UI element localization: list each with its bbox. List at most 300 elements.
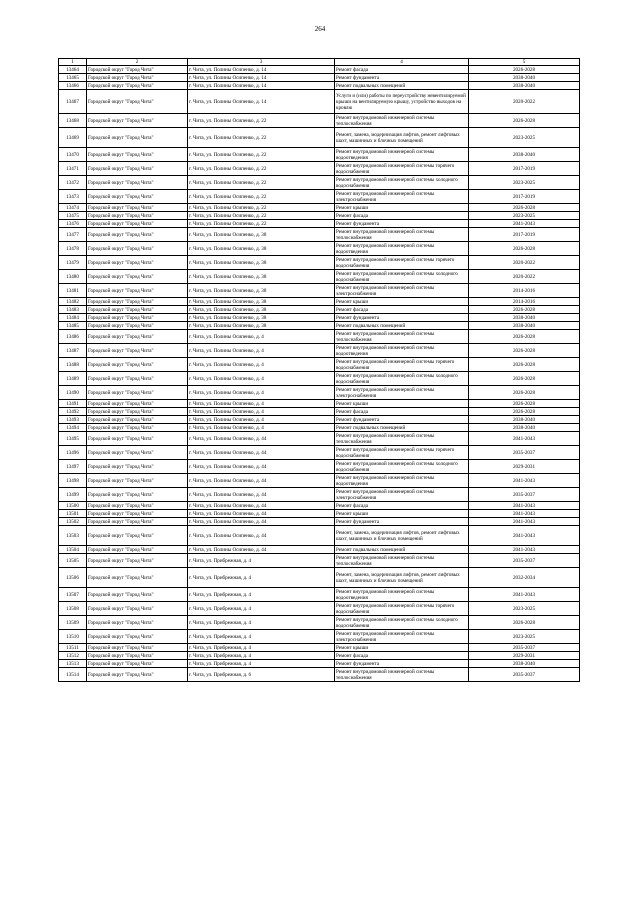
table-row	[59, 424, 580, 432]
period-cell: 2026-2028	[469, 616, 580, 630]
municipality-cell: Городской округ "Город Чита"	[87, 220, 188, 228]
table-row	[59, 114, 580, 128]
table-row	[59, 432, 580, 446]
work-type-cell: Ремонт внутридомовой инженерной системы теплоснабжения	[335, 554, 469, 568]
period-cell: 2017-2019	[469, 162, 580, 176]
municipality-cell: Городской округ "Город Чита"	[87, 460, 188, 474]
work-type-cell: Услуги и (или) работы по переустройству невентилируемой крыши на вентилируемую крышу, устройство выходов на кровлю	[335, 90, 469, 114]
table-row	[59, 256, 580, 270]
address-cell: г. Чита, ул. Полины Осипенко, д. 4	[188, 344, 335, 358]
period-cell: 2026-2028	[469, 306, 580, 314]
municipality-cell: Городской округ "Город Чита"	[87, 554, 188, 568]
row-number-cell: 13482	[59, 298, 87, 306]
period-cell: 2026-2028	[469, 242, 580, 256]
table-row	[59, 526, 580, 546]
period-cell: 2026-2028	[469, 66, 580, 74]
period-cell: 2026-2028	[469, 372, 580, 386]
address-cell: г. Чита, ул. Полины Осипенко, д. 22	[188, 212, 335, 220]
municipality-cell: Городской округ "Город Чита"	[87, 128, 188, 148]
column-header: 3	[188, 59, 335, 66]
period-cell: 2032-2034	[469, 568, 580, 588]
table-row	[59, 220, 580, 228]
table-row	[59, 82, 580, 90]
municipality-cell: Городской округ "Город Чита"	[87, 400, 188, 408]
address-cell: г. Чита, ул. Прибрежная, д. 4	[188, 644, 335, 652]
municipality-cell: Городской округ "Город Чита"	[87, 344, 188, 358]
table-row	[59, 568, 580, 588]
column-header: 4	[335, 59, 469, 66]
period-cell: 2029-2031	[469, 460, 580, 474]
period-cell: 2041-2043	[469, 588, 580, 602]
table-row	[59, 630, 580, 644]
row-number-cell: 13497	[59, 460, 87, 474]
period-cell: 2038-2040	[469, 74, 580, 82]
municipality-cell: Городской округ "Город Чита"	[87, 228, 188, 242]
municipality-cell: Городской округ "Город Чита"	[87, 322, 188, 330]
municipality-cell: Городской округ "Город Чита"	[87, 358, 188, 372]
row-number-cell: 13513	[59, 660, 87, 668]
municipality-cell: Городской округ "Город Чита"	[87, 432, 188, 446]
period-cell: 2026-2028	[469, 386, 580, 400]
period-cell: 2038-2040	[469, 660, 580, 668]
row-number-cell: 13473	[59, 190, 87, 204]
column-header: 5	[469, 59, 580, 66]
municipality-cell: Городской округ "Город Чита"	[87, 644, 188, 652]
table-row	[59, 74, 580, 82]
work-type-cell: Ремонт фундамента	[335, 74, 469, 82]
municipality-cell: Городской округ "Город Чита"	[87, 526, 188, 546]
work-type-cell: Ремонт фасада	[335, 502, 469, 510]
row-number-cell: 13476	[59, 220, 87, 228]
work-type-cell: Ремонт внутридомовой инженерной системы холодного водоснабжения	[335, 176, 469, 190]
period-cell: 2038-2040	[469, 416, 580, 424]
address-cell: г. Чита, ул. Полины Осипенко, д. 38	[188, 228, 335, 242]
row-number-cell: 13493	[59, 416, 87, 424]
municipality-cell: Городской округ "Город Чита"	[87, 386, 188, 400]
address-cell: г. Чита, ул. Полины Осипенко, д. 22	[188, 148, 335, 162]
municipality-cell: Городской округ "Город Чита"	[87, 190, 188, 204]
address-cell: г. Чита, ул. Полины Осипенко, д. 38	[188, 298, 335, 306]
row-number-cell: 13511	[59, 644, 87, 652]
address-cell: г. Чита, ул. Полины Осипенко, д. 44	[188, 502, 335, 510]
period-cell: 2035-2037	[469, 668, 580, 682]
work-type-cell: Ремонт внутридомовой инженерной системы электроснабжения	[335, 488, 469, 502]
row-number-cell: 13468	[59, 114, 87, 128]
address-cell: г. Чита, ул. Полины Осипенко, д. 38	[188, 322, 335, 330]
table-row	[59, 416, 580, 424]
period-cell: 2026-2028	[469, 344, 580, 358]
period-cell: 2038-2040	[469, 82, 580, 90]
row-number-cell: 13505	[59, 554, 87, 568]
address-cell: г. Чита, ул. Полины Осипенко, д. 44	[188, 518, 335, 526]
work-type-cell: Ремонт внутридомовой инженерной системы теплоснабжения	[335, 330, 469, 344]
row-number-cell: 13474	[59, 204, 87, 212]
period-cell: 2023-2025	[469, 602, 580, 616]
work-type-cell: Ремонт внутридомовой инженерной системы горячего водоснабжения	[335, 162, 469, 176]
municipality-cell: Городской округ "Город Чита"	[87, 546, 188, 554]
municipality-cell: Городской округ "Город Чита"	[87, 176, 188, 190]
period-cell: 2026-2028	[469, 408, 580, 416]
address-cell: г. Чита, ул. Полины Осипенко, д. 14	[188, 66, 335, 74]
row-number-cell: 13486	[59, 330, 87, 344]
period-cell: 2017-2019	[469, 228, 580, 242]
address-cell: г. Чита, ул. Полины Осипенко, д. 44	[188, 432, 335, 446]
table-row	[59, 518, 580, 526]
municipality-cell: Городской округ "Город Чита"	[87, 502, 188, 510]
column-header: 2	[87, 59, 188, 66]
address-cell: г. Чита, ул. Полины Осипенко, д. 44	[188, 546, 335, 554]
table-row	[59, 90, 580, 114]
municipality-cell: Городской округ "Город Чита"	[87, 212, 188, 220]
municipality-cell: Городской округ "Город Чита"	[87, 372, 188, 386]
work-type-cell: Ремонт подвальных помещений	[335, 82, 469, 90]
table-row	[59, 344, 580, 358]
table-row	[59, 128, 580, 148]
table-row	[59, 408, 580, 416]
work-type-cell: Ремонт внутридомовой инженерной системы водоотведения	[335, 344, 469, 358]
table-row	[59, 460, 580, 474]
municipality-cell: Городской округ "Город Чита"	[87, 408, 188, 416]
table-row	[59, 66, 580, 74]
address-cell: г. Чита, ул. Полины Осипенко, д. 44	[188, 446, 335, 460]
table-row	[59, 284, 580, 298]
work-type-cell: Ремонт внутридомовой инженерной системы теплоснабжения	[335, 668, 469, 682]
work-type-cell: Ремонт внутридомовой инженерной системы горячего водоснабжения	[335, 358, 469, 372]
period-cell: 2038-2040	[469, 314, 580, 322]
table-row	[59, 616, 580, 630]
work-type-cell: Ремонт внутридомовой инженерной системы водоотведения	[335, 242, 469, 256]
row-number-cell: 13483	[59, 306, 87, 314]
work-type-cell: Ремонт фундамента	[335, 314, 469, 322]
address-cell: г. Чита, ул. Полины Осипенко, д. 4	[188, 408, 335, 416]
work-type-cell: Ремонт внутридомовой инженерной системы теплоснабжения	[335, 228, 469, 242]
row-number-cell: 13510	[59, 630, 87, 644]
table-row	[59, 270, 580, 284]
table-row	[59, 242, 580, 256]
municipality-cell: Городской округ "Город Чита"	[87, 162, 188, 176]
table-row	[59, 204, 580, 212]
table-row	[59, 190, 580, 204]
address-cell: г. Чита, ул. Полины Осипенко, д. 22	[188, 176, 335, 190]
row-number-cell: 13499	[59, 488, 87, 502]
address-cell: г. Чита, ул. Полины Осипенко, д. 38	[188, 306, 335, 314]
table-row	[59, 652, 580, 660]
period-cell: 2020-2022	[469, 90, 580, 114]
municipality-cell: Городской округ "Город Чита"	[87, 256, 188, 270]
work-type-cell: Ремонт фасада	[335, 408, 469, 416]
municipality-cell: Городской округ "Город Чита"	[87, 518, 188, 526]
table-row	[59, 298, 580, 306]
work-type-cell: Ремонт внутридомовой инженерной системы водоотведения	[335, 148, 469, 162]
work-type-cell: Ремонт фасада	[335, 212, 469, 220]
period-cell: 2026-2028	[469, 114, 580, 128]
table-row	[59, 176, 580, 190]
address-cell: г. Чита, ул. Прибрежная, д. 4	[188, 568, 335, 588]
period-cell: 2041-2043	[469, 510, 580, 518]
address-cell: г. Чита, ул. Полины Осипенко, д. 4	[188, 400, 335, 408]
period-cell: 2041-2043	[469, 546, 580, 554]
row-number-cell: 13508	[59, 602, 87, 616]
address-cell: г. Чита, ул. Прибрежная, д. 4	[188, 652, 335, 660]
address-cell: г. Чита, ул. Полины Осипенко, д. 44	[188, 460, 335, 474]
address-cell: г. Чита, ул. Прибрежная, д. 6	[188, 668, 335, 682]
period-cell: 2017-2019	[469, 190, 580, 204]
municipality-cell: Городской округ "Город Чита"	[87, 568, 188, 588]
period-cell: 2041-2043	[469, 474, 580, 488]
address-cell: г. Чита, ул. Полины Осипенко, д. 14	[188, 74, 335, 82]
table-row	[59, 554, 580, 568]
row-number-cell: 13484	[59, 314, 87, 322]
row-number-cell: 13507	[59, 588, 87, 602]
table-row	[59, 306, 580, 314]
work-type-cell: Ремонт подвальных помещений	[335, 322, 469, 330]
period-cell: 2023-2025	[469, 176, 580, 190]
row-number-cell: 13466	[59, 82, 87, 90]
municipality-cell: Городской округ "Город Чита"	[87, 602, 188, 616]
municipality-cell: Городской округ "Город Чита"	[87, 660, 188, 668]
row-number-cell: 13494	[59, 424, 87, 432]
work-type-cell: Ремонт внутридомовой инженерной системы электроснабжения	[335, 284, 469, 298]
period-cell: 2026-2028	[469, 204, 580, 212]
work-type-cell: Ремонт крыши	[335, 510, 469, 518]
municipality-cell: Городской округ "Город Чита"	[87, 510, 188, 518]
table-row	[59, 644, 580, 652]
row-number-cell: 13506	[59, 568, 87, 588]
municipality-cell: Городской округ "Город Чита"	[87, 306, 188, 314]
address-cell: г. Чита, ул. Полины Осипенко, д. 22	[188, 204, 335, 212]
row-number-cell: 13467	[59, 90, 87, 114]
address-cell: г. Чита, ул. Полины Осипенко, д. 14	[188, 90, 335, 114]
address-cell: г. Чита, ул. Полины Осипенко, д. 44	[188, 510, 335, 518]
address-cell: г. Чита, ул. Прибрежная, д. 4	[188, 616, 335, 630]
address-cell: г. Чита, ул. Полины Осипенко, д. 38	[188, 242, 335, 256]
row-number-cell: 13478	[59, 242, 87, 256]
municipality-cell: Городской округ "Город Чита"	[87, 148, 188, 162]
table-row	[59, 502, 580, 510]
period-cell: 2035-2037	[469, 446, 580, 460]
table-row	[59, 212, 580, 220]
row-number-cell: 13471	[59, 162, 87, 176]
table-row	[59, 372, 580, 386]
period-cell: 2035-2037	[469, 554, 580, 568]
municipality-cell: Городской округ "Город Чита"	[87, 204, 188, 212]
period-cell: 2014-2016	[469, 284, 580, 298]
table-row	[59, 162, 580, 176]
page-number: 264	[314, 25, 326, 33]
row-number-cell: 13479	[59, 256, 87, 270]
municipality-cell: Городской округ "Город Чита"	[87, 416, 188, 424]
municipality-cell: Городской округ "Город Чита"	[87, 488, 188, 502]
address-cell: г. Чита, ул. Полины Осипенко, д. 4	[188, 386, 335, 400]
column-header: 1	[59, 59, 87, 66]
table-row	[59, 358, 580, 372]
table-row	[59, 330, 580, 344]
address-cell: г. Чита, ул. Полины Осипенко, д. 22	[188, 128, 335, 148]
row-number-cell: 13465	[59, 74, 87, 82]
period-cell: 2038-2040	[469, 148, 580, 162]
municipality-cell: Городской округ "Город Чита"	[87, 424, 188, 432]
work-type-cell: Ремонт крыши	[335, 298, 469, 306]
municipality-cell: Городской округ "Город Чита"	[87, 446, 188, 460]
row-number-cell: 13509	[59, 616, 87, 630]
period-cell: 2023-2025	[469, 212, 580, 220]
municipality-cell: Городской округ "Город Чита"	[87, 242, 188, 256]
row-number-cell: 13502	[59, 518, 87, 526]
row-number-cell: 13469	[59, 128, 87, 148]
row-number-cell: 13481	[59, 284, 87, 298]
period-cell: 2023-2025	[469, 128, 580, 148]
row-number-cell: 13470	[59, 148, 87, 162]
municipality-cell: Городской округ "Город Чита"	[87, 630, 188, 644]
table-row	[59, 314, 580, 322]
period-cell: 2035-2037	[469, 644, 580, 652]
work-type-cell: Ремонт, замена, модернизация лифтов, ремонт лифтовых шахт, машинных и блочных помещений	[335, 128, 469, 148]
row-number-cell: 13496	[59, 446, 87, 460]
period-cell: 2041-2043	[469, 220, 580, 228]
table-row	[59, 400, 580, 408]
work-type-cell: Ремонт фасада	[335, 306, 469, 314]
table-row	[59, 488, 580, 502]
work-type-cell: Ремонт крыши	[335, 644, 469, 652]
period-cell: 2023-2025	[469, 630, 580, 644]
address-cell: г. Чита, ул. Полины Осипенко, д. 14	[188, 82, 335, 90]
municipality-cell: Городской округ "Город Чита"	[87, 474, 188, 488]
period-cell: 2041-2043	[469, 526, 580, 546]
address-cell: г. Чита, ул. Полины Осипенко, д. 22	[188, 190, 335, 204]
address-cell: г. Чита, ул. Прибрежная, д. 4	[188, 602, 335, 616]
municipality-cell: Городской округ "Город Чита"	[87, 114, 188, 128]
municipality-cell: Городской округ "Город Чита"	[87, 82, 188, 90]
row-number-cell: 13503	[59, 526, 87, 546]
work-type-cell: Ремонт внутридомовой инженерной системы горячего водоснабжения	[335, 446, 469, 460]
work-type-cell: Ремонт фундамента	[335, 518, 469, 526]
table-row	[59, 588, 580, 602]
capital-repair-table	[58, 58, 580, 682]
address-cell: г. Чита, ул. Полины Осипенко, д. 4	[188, 416, 335, 424]
work-type-cell: Ремонт, замена, модернизация лифтов, ремонт лифтовых шахт, машинных и блочных помещений	[335, 526, 469, 546]
row-number-cell: 13477	[59, 228, 87, 242]
table-row	[59, 602, 580, 616]
table-row	[59, 322, 580, 330]
row-number-cell: 13504	[59, 546, 87, 554]
row-number-cell: 13500	[59, 502, 87, 510]
work-type-cell: Ремонт внутридомовой инженерной системы теплоснабжения	[335, 432, 469, 446]
row-number-cell: 13489	[59, 372, 87, 386]
work-type-cell: Ремонт крыши	[335, 204, 469, 212]
work-type-cell: Ремонт внутридомовой инженерной системы водоотведения	[335, 474, 469, 488]
address-cell: г. Чита, ул. Полины Осипенко, д. 22	[188, 114, 335, 128]
work-type-cell: Ремонт фундамента	[335, 416, 469, 424]
period-cell: 2014-2016	[469, 298, 580, 306]
period-cell: 2035-2037	[469, 488, 580, 502]
period-cell: 2020-2022	[469, 270, 580, 284]
table-row	[59, 386, 580, 400]
table-row	[59, 446, 580, 460]
table-header-row	[59, 59, 580, 66]
municipality-cell: Городской округ "Город Чита"	[87, 668, 188, 682]
row-number-cell: 13490	[59, 386, 87, 400]
row-number-cell: 13475	[59, 212, 87, 220]
period-cell: 2041-2043	[469, 502, 580, 510]
address-cell: г. Чита, ул. Полины Осипенко, д. 4	[188, 358, 335, 372]
address-cell: г. Чита, ул. Полины Осипенко, д. 4	[188, 330, 335, 344]
work-type-cell: Ремонт внутридомовой инженерной системы электроснабжения	[335, 630, 469, 644]
work-type-cell: Ремонт фундамента	[335, 660, 469, 668]
row-number-cell: 13485	[59, 322, 87, 330]
table-row	[59, 668, 580, 682]
period-cell: 2041-2043	[469, 432, 580, 446]
address-cell: г. Чита, ул. Прибрежная, д. 4	[188, 588, 335, 602]
address-cell: г. Чита, ул. Полины Осипенко, д. 44	[188, 474, 335, 488]
work-type-cell: Ремонт фасада	[335, 66, 469, 74]
work-type-cell: Ремонт внутридомовой инженерной системы теплоснабжения	[335, 114, 469, 128]
table-row	[59, 228, 580, 242]
row-number-cell: 13514	[59, 668, 87, 682]
row-number-cell: 13501	[59, 510, 87, 518]
work-type-cell: Ремонт внутридомовой инженерной системы электроснабжения	[335, 386, 469, 400]
table-body	[59, 66, 580, 682]
period-cell: 2038-2040	[469, 424, 580, 432]
period-cell: 2026-2028	[469, 400, 580, 408]
row-number-cell: 13512	[59, 652, 87, 660]
period-cell: 2041-2043	[469, 518, 580, 526]
address-cell: г. Чита, ул. Полины Осипенко, д. 22	[188, 220, 335, 228]
address-cell: г. Чита, ул. Полины Осипенко, д. 22	[188, 162, 335, 176]
address-cell: г. Чита, ул. Прибрежная, д. 4	[188, 554, 335, 568]
period-cell: 2038-2040	[469, 322, 580, 330]
work-type-cell: Ремонт внутридомовой инженерной системы горячего водоснабжения	[335, 602, 469, 616]
work-type-cell: Ремонт внутридомовой инженерной системы холодного водоснабжения	[335, 270, 469, 284]
period-cell: 2029-2031	[469, 652, 580, 660]
address-cell: г. Чита, ул. Прибрежная, д. 4	[188, 630, 335, 644]
address-cell: г. Чита, ул. Полины Осипенко, д. 38	[188, 284, 335, 298]
address-cell: г. Чита, ул. Полины Осипенко, д. 38	[188, 270, 335, 284]
address-cell: г. Чита, ул. Прибрежная, д. 4	[188, 660, 335, 668]
period-cell: 2026-2028	[469, 358, 580, 372]
row-number-cell: 13487	[59, 344, 87, 358]
work-type-cell: Ремонт внутридомовой инженерной системы водоотведения	[335, 588, 469, 602]
table-row	[59, 474, 580, 488]
work-type-cell: Ремонт подвальных помещений	[335, 546, 469, 554]
row-number-cell: 13492	[59, 408, 87, 416]
municipality-cell: Городской округ "Город Чита"	[87, 298, 188, 306]
municipality-cell: Городской округ "Город Чита"	[87, 588, 188, 602]
row-number-cell: 13495	[59, 432, 87, 446]
work-type-cell: Ремонт внутридомовой инженерной системы горячего водоснабжения	[335, 256, 469, 270]
row-number-cell: 13464	[59, 66, 87, 74]
address-cell: г. Чита, ул. Полины Осипенко, д. 4	[188, 372, 335, 386]
work-type-cell: Ремонт фасада	[335, 652, 469, 660]
address-cell: г. Чита, ул. Полины Осипенко, д. 44	[188, 488, 335, 502]
address-cell: г. Чита, ул. Полины Осипенко, д. 38	[188, 256, 335, 270]
work-type-cell: Ремонт внутридомовой инженерной системы холодного водоснабжения	[335, 616, 469, 630]
municipality-cell: Городской округ "Город Чита"	[87, 314, 188, 322]
municipality-cell: Городской округ "Город Чита"	[87, 90, 188, 114]
address-cell: г. Чита, ул. Полины Осипенко, д. 38	[188, 314, 335, 322]
table-row	[59, 148, 580, 162]
work-type-cell: Ремонт внутридомовой инженерной системы электроснабжения	[335, 190, 469, 204]
period-cell: 2026-2028	[469, 330, 580, 344]
work-type-cell: Ремонт подвальных помещений	[335, 424, 469, 432]
work-type-cell: Ремонт фундамента	[335, 220, 469, 228]
address-cell: г. Чита, ул. Полины Осипенко, д. 4	[188, 424, 335, 432]
work-type-cell: Ремонт внутридомовой инженерной системы холодного водоснабжения	[335, 372, 469, 386]
municipality-cell: Городской округ "Город Чита"	[87, 652, 188, 660]
municipality-cell: Городской округ "Город Чита"	[87, 66, 188, 74]
work-type-cell: Ремонт, замена, модернизация лифтов, ремонт лифтовых шахт, машинных и блочных помещений	[335, 568, 469, 588]
table-row	[59, 660, 580, 668]
address-cell: г. Чита, ул. Полины Осипенко, д. 44	[188, 526, 335, 546]
